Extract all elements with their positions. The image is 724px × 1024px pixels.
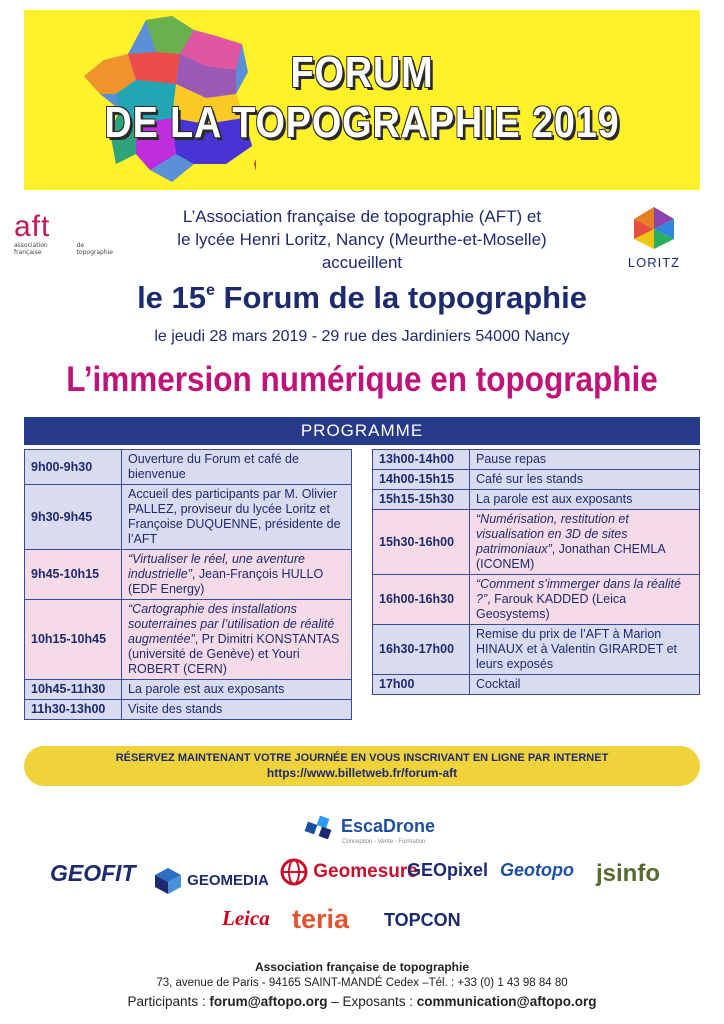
programme-description (122, 600, 352, 680)
sponsor-escadrone-logo (304, 815, 435, 845)
sponsor-geopixel-logo: GEOpixel (407, 860, 489, 880)
programme-description (470, 510, 700, 575)
sponsor-geomedia-logo (153, 866, 269, 896)
programme-time: 13h00-14h00 (373, 450, 470, 470)
aft-logo-mark: aft (14, 210, 51, 243)
forum-title-prefix: le 15 (137, 280, 207, 315)
programme-row (25, 680, 352, 700)
programme-afternoon-table (372, 449, 700, 695)
programme-time: 15h30-16h00 (373, 510, 470, 575)
programme-description (470, 625, 700, 675)
sponsor-escadrone-name: EscaDrone (341, 815, 436, 836)
programme-description-text: , Pr Dimitri KONSTANTAS (université de Genève) et Youri ROBERT (CERN) (128, 632, 340, 676)
forum-theme: L’immersion numérique en topographie (66, 360, 658, 399)
programme-description-text: La parole est aux exposants (128, 682, 285, 696)
programme-row (373, 450, 700, 470)
programme-description (470, 575, 700, 625)
programme-description-text: La parole est aux exposants (476, 492, 633, 506)
sponsor-geotopo-logo: Geotopo (500, 860, 574, 880)
programme-time: 11h30-13h00 (25, 700, 122, 720)
footer-contacts (0, 994, 724, 1009)
forum-title-ordinal: e (206, 282, 215, 299)
programme-time: 16h30-17h00 (373, 625, 470, 675)
sponsor-geofit-logo: GEOFIT (50, 860, 136, 886)
programme-time: 15h15-15h30 (373, 490, 470, 510)
programme-description (122, 680, 352, 700)
programme-talk-title: “Numérisation, restitution et visualisation en 3D de sites patrimoniaux” (476, 512, 629, 556)
programme-row (25, 550, 352, 600)
register-link[interactable]: https://www.billetweb.fr/forum-aft (266, 766, 458, 780)
sponsor-topcon-logo: TOPCON (384, 910, 461, 930)
intro-line3: accueillent (321, 253, 403, 272)
programme-description-text: Cocktail (476, 677, 521, 691)
banner-title-line2: DE LA TOPOGRAPHIE 2019 (104, 98, 620, 147)
exposants-email-link[interactable]: communication@aftopo.org (416, 994, 597, 1009)
intro-line1: L’Association française de topographie (AFT) et (182, 207, 542, 226)
footer-organization: Association française de topographie (254, 960, 470, 974)
participants-label: Participants : (127, 994, 210, 1009)
geomedia-cube-icon (153, 866, 183, 896)
programme-description-text: Remise du prix de l’AFT à Marion HINAUX et à Valentin GIRARDET et leurs exposés (476, 627, 678, 671)
aft-logo-subtitle-right: de topographie (76, 242, 114, 256)
programme-row (25, 450, 352, 485)
participants-email-link[interactable]: forum@aftopo.org (209, 994, 328, 1009)
header-banner (24, 10, 700, 190)
programme-time: 9h00-9h30 (25, 450, 122, 485)
programme-description-text: Accueil des participants par M. Olivier PALLEZ, proviseur du lycée Loritz et Françoise DUQUENNE, présidente de l’AFT (128, 487, 341, 546)
programme-talk-title: “Cartographie des installations souterraines par l’utilisation de réalité augmentée” (128, 602, 335, 646)
escadrone-cubes-icon (304, 815, 336, 839)
loritz-logo-label: LORITZ (627, 255, 681, 270)
programme-description-text: , Jonathan CHEMLA (ICONEM) (476, 542, 665, 571)
register-banner (24, 746, 700, 786)
exposants-label: – Exposants : (327, 994, 417, 1009)
programme-row (373, 490, 700, 510)
programme-description (470, 490, 700, 510)
programme-row (373, 470, 700, 490)
programme-row (373, 575, 700, 625)
sponsor-leica-logo: Leica (222, 906, 270, 930)
sponsor-teria-logo: teria (292, 904, 350, 934)
sponsor-geomesure-logo (280, 858, 418, 886)
programme-talk-title: “Comment s’immerger dans la réalité ?” (476, 577, 681, 606)
programme-time: 9h45-10h15 (25, 550, 122, 600)
programme-time: 9h30-9h45 (25, 485, 122, 550)
programme-description (122, 485, 352, 550)
footer-address: 73, avenue de Paris - 94165 SAINT-MANDÉ Cedex –Tél. : +33 (0) 1 43 98 84 80 (156, 977, 568, 989)
programme-description-text: Pause repas (476, 452, 547, 466)
programme-row (25, 485, 352, 550)
programme-description-text: Ouverture du Forum et café de bienvenue (128, 452, 299, 481)
programme-row (25, 700, 352, 720)
programme-description-text: , Jean-François HULLO (EDF Energy) (128, 567, 324, 596)
forum-date-place: le jeudi 28 mars 2019 - 29 rue des Jardiniers 54000 Nancy (154, 328, 570, 345)
programme-time: 10h45-11h30 (25, 680, 122, 700)
programme-time: 16h00-16h30 (373, 575, 470, 625)
forum-title-suffix: Forum de la topographie (214, 280, 587, 315)
programme-description (122, 700, 352, 720)
programme-description (470, 450, 700, 470)
programme-morning-table (24, 449, 352, 720)
register-text: RÉSERVEZ MAINTENANT VOTRE JOURNÉE EN VOUS INSCRIVANT EN LIGNE PAR INTERNET (115, 752, 609, 764)
programme-time: 14h00-15h15 (373, 470, 470, 490)
programme-description (470, 470, 700, 490)
globe-icon (280, 858, 308, 886)
sponsor-jsinfo-logo: jsinfo (596, 860, 660, 887)
programme-talk-title: “Virtualiser le réel, une aventure industrielle” (128, 552, 305, 581)
programme-description (470, 675, 700, 695)
programme-description-text: Visite des stands (128, 702, 223, 716)
programme-time: 17h00 (373, 675, 470, 695)
sponsor-geomedia-name: GEOMEDIA (187, 871, 269, 889)
programme-row (373, 510, 700, 575)
banner-title-line1: FORUM (290, 48, 434, 97)
intro-line2: le lycée Henri Loritz, Nancy (Meurthe-et-Moselle) (177, 230, 547, 249)
programme-header: PROGRAMME (24, 417, 700, 445)
forum-title (0, 280, 724, 316)
aft-logo-subtitle-left: association française (14, 242, 48, 256)
programme-description-text: , Farouk KADDED (Leica Geosystems) (476, 592, 627, 621)
programme-description (122, 450, 352, 485)
sponsor-escadrone-tagline: Conception - Vente - Formation (342, 839, 426, 845)
programme-description-text: Café sur les stands (476, 472, 583, 486)
sponsor-geomesure-name: Geomesure (313, 861, 418, 883)
programme-row (373, 675, 700, 695)
programme-row (373, 625, 700, 675)
programme-time: 10h15-10h45 (25, 600, 122, 680)
programme-row (25, 600, 352, 680)
programme-description (122, 550, 352, 600)
